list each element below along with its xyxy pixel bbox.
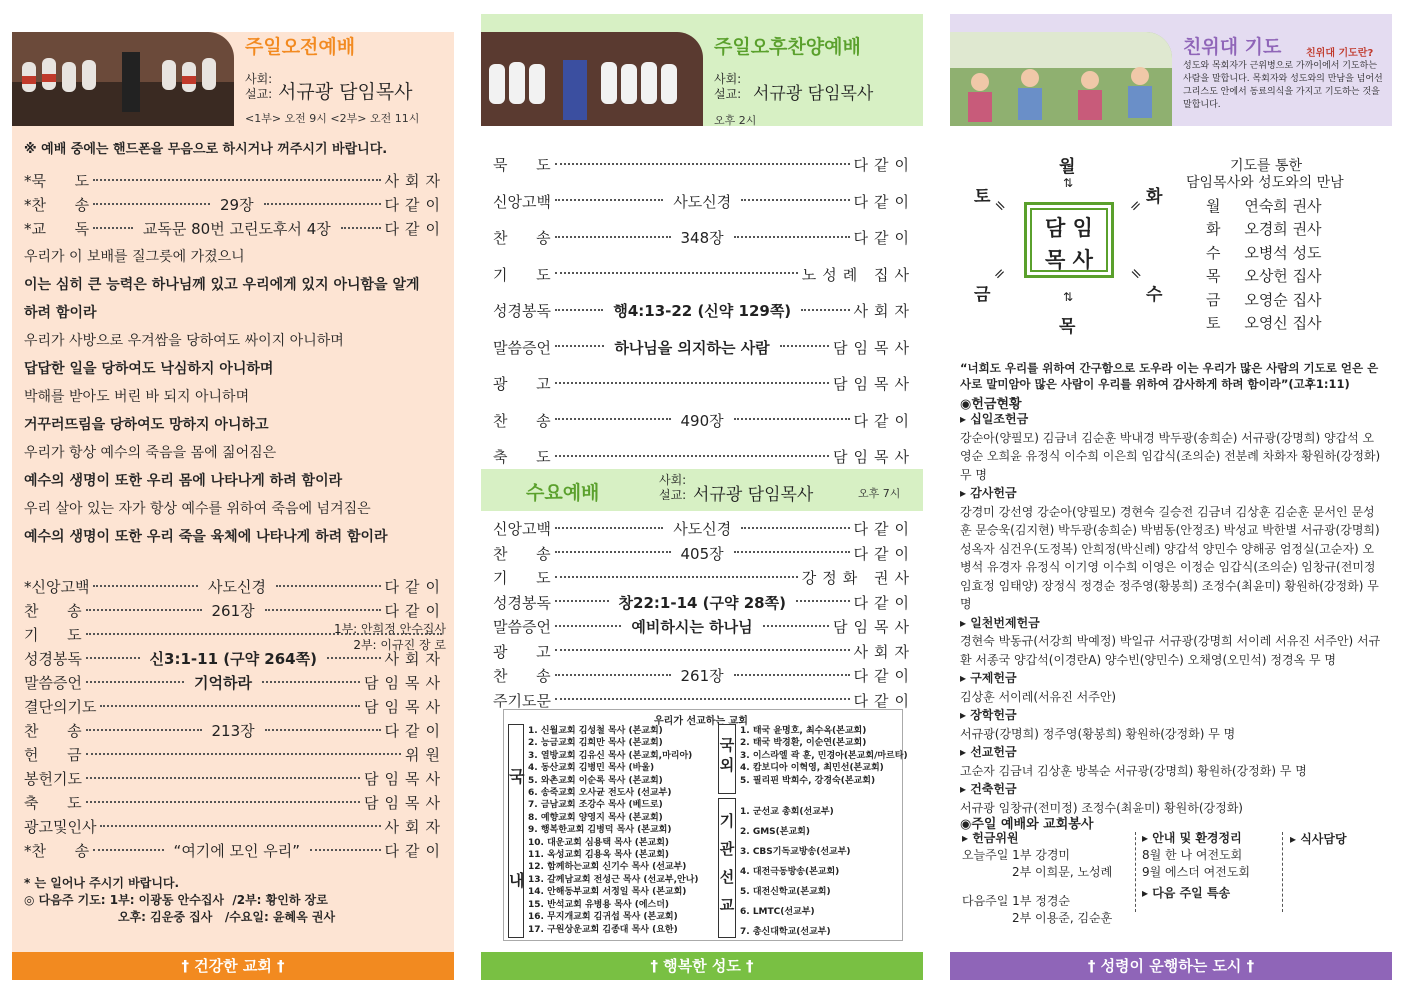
- order-label: 기 도: [493, 265, 551, 284]
- mission-item: 6. LMTC(선교부): [740, 907, 815, 917]
- order-detail: 29장: [220, 196, 254, 214]
- order-leader: 사회자: [853, 642, 915, 661]
- order-detail: 교독문 80번 고린도후서 4장: [142, 220, 331, 238]
- mission-item: 2. 태국 박경환, 이순연(본교회): [740, 738, 867, 749]
- order-detail: 기억하라: [194, 674, 252, 692]
- serve-2-c: ▸ 다음 주일 특송: [1142, 886, 1231, 900]
- offering-title: ◉헌금현황: [960, 397, 1022, 412]
- roster-row: 월 연숙희 권사: [1206, 197, 1322, 215]
- afternoon-preacher: 서규광 담임목사: [753, 84, 874, 104]
- order-label: 결단의기도: [24, 698, 97, 716]
- order-label: 찬 송: [24, 722, 82, 740]
- order-label: 찬 송: [493, 229, 551, 247]
- order-row: [24, 840, 446, 861]
- offering-names: 고순자 김금녀 김상훈 방복순 서규광(강명희) 황원하(강정화) 무 명: [960, 763, 1307, 778]
- mission-item: 17. 구원상운교회 김종대 목사 (요한): [528, 924, 678, 935]
- verse-line: 답답한 일을 당하여도 낙심하지 아니하며: [24, 361, 274, 377]
- order-label: 헌 금: [24, 746, 82, 764]
- offering-list: [960, 410, 1384, 817]
- prayer-part2: 2부: 이규진 장 로: [353, 638, 446, 652]
- order-row: [24, 218, 446, 239]
- order-leader: 다같이: [384, 578, 447, 596]
- order-row: [24, 576, 446, 597]
- order-leader: 다같이: [384, 220, 447, 238]
- serve-col2: [1142, 830, 1250, 902]
- verse-line: 예수의 생명이 또한 우리 죽을 육체에 나타나게 하려 함이라: [24, 529, 388, 545]
- prayer-diagram: 월 화 수 목 금 토 ⇅ ⇅ = = = = 담 임 목 사: [966, 142, 1176, 342]
- order-label: 기 도: [24, 626, 82, 644]
- day-mon: 월: [1059, 157, 1076, 177]
- mission-item: 5. 와촌교회 이순록 목사 (본교회): [528, 775, 663, 786]
- order-detail: 405장: [680, 544, 724, 563]
- domestic-list: [528, 725, 699, 936]
- order-leader: 담임목사: [833, 618, 915, 636]
- order-detail: 사도신경: [208, 578, 266, 596]
- order-row: [24, 672, 446, 693]
- order-row: [24, 768, 446, 789]
- sunday-header: [12, 14, 454, 126]
- order-row: [493, 264, 915, 285]
- offering-names: 서규광 임창규(전미정) 조정수(최윤미) 황원하(강정화): [960, 800, 1243, 815]
- wednesday-preacher: 서규광 담임목사: [693, 485, 814, 505]
- verse-line: 우리가 사방으로 우겨쌈을 당하여도 싸이지 아니하며: [24, 333, 344, 349]
- order-label: *신앙고백: [24, 578, 90, 596]
- roster-row: 목 오상헌 집사: [1206, 267, 1322, 286]
- mission-item: 1. 군선교 총회(선교부): [740, 807, 834, 817]
- order-leader: 다같이: [853, 691, 915, 710]
- mission-item: 4. 동산교회 김병민 목사 (바울): [528, 763, 655, 774]
- order-leader: 담임목사: [833, 375, 915, 393]
- verse-line: 이는 심히 큰 능력은 하나님께 있고 우리에게 있지 아니함을 알게: [24, 277, 420, 293]
- order-row: [493, 154, 915, 175]
- order-label: 찬 송: [493, 667, 551, 685]
- mission-item: 7. 금남교회 조강수 목사 (베드로): [528, 800, 663, 811]
- sunday-roles: 사회: 설교:: [245, 72, 273, 101]
- order-leader: 다같이: [853, 411, 916, 430]
- order-row: [24, 624, 446, 645]
- order-label: *묵 도: [24, 172, 90, 190]
- order-label: 성경봉독: [493, 302, 551, 320]
- offering-head: ▸ 십일조헌금: [960, 412, 1029, 426]
- order-row: [24, 744, 446, 765]
- order-leader: 사회자: [384, 172, 446, 190]
- overseas-list: [740, 725, 908, 787]
- order-label: 묵 도: [493, 156, 551, 174]
- order-label: *교 독: [24, 220, 90, 238]
- order-label: 말씀증언: [24, 674, 82, 692]
- serve-1-head: ▸ 헌금위원: [962, 831, 1019, 845]
- next-prayer-1: ◎ 다음주 기도: 1부: 이광동 안수집사 /2부: 황인하 장로: [24, 893, 328, 907]
- mission-item: 1. 태국 윤명호, 최수옥(본교회): [740, 726, 867, 736]
- prayer-part1: 1부: 안희정 안수집사: [333, 622, 446, 636]
- sunday-preacher: 서규광 담임목사: [278, 81, 413, 103]
- mission-item: 8. 예향교회 양영지 목사 (본교회): [528, 812, 663, 823]
- order-label: 말씀증언: [493, 338, 551, 357]
- scripture-quote: “너희도 우리를 위하여 간구함으로 도우라 이는 우리가 많은 사람의 기도로 얻은 은사로 말미암아 많은 사람이 우리를 위하여 감사하게 하려 함이라”(고후1:11): [960, 361, 1379, 391]
- order-row: [24, 194, 446, 215]
- mission-item: 1. 신월교회 김성철 목사 (본교회): [528, 726, 663, 736]
- standing-note: * 는 일어나 주시기 바랍니다.: [24, 876, 180, 890]
- offering-head: ▸ 일천번제헌금: [960, 615, 1040, 630]
- order-leader: 담임목사: [364, 674, 446, 692]
- mission-item: 16. 무지개교회 김귀섭 목사 (본교회): [528, 912, 678, 923]
- order-row: [493, 300, 915, 321]
- afternoon-footer: † 행복한 성도 †: [481, 952, 923, 980]
- order-detail: 348장: [680, 229, 724, 247]
- order-label: 찬 송: [24, 602, 82, 620]
- mission-item: 6. 송죽교회 오사균 전도사 (선교부): [528, 788, 672, 799]
- order-label: 말씀증언: [493, 618, 551, 636]
- roster-row: 금 오영순 집사: [1206, 290, 1322, 309]
- order-detail: 261장: [211, 602, 255, 620]
- order-detail: 하나님을 의지하는 사람: [614, 338, 770, 357]
- org-label: 기 관 선 교: [718, 798, 736, 938]
- order-leader: 다같이: [853, 667, 916, 685]
- order-leader: 다같이: [384, 602, 447, 620]
- order-leader: 다같이: [384, 722, 447, 740]
- afternoon-panel: [481, 14, 923, 980]
- order-label: 광 고: [493, 642, 551, 661]
- offering-head: ▸ 장학헌금: [960, 708, 1017, 722]
- order-label: *찬 송: [24, 196, 90, 214]
- mission-item: 5. 대전신학교(본교회): [740, 887, 831, 897]
- order-label: 찬 송: [493, 411, 551, 430]
- order-detail: 행4:13-22 (신약 129쪽): [613, 302, 792, 320]
- mission-item: 14. 안해동부교회 서정일 목사 (본교회): [528, 887, 687, 898]
- order-leader: 담임목사: [364, 794, 446, 812]
- offering-head: ▸ 선교헌금: [960, 745, 1017, 759]
- sunday-times: <1부> 오전 9시 <2부> 오전 11시: [245, 112, 420, 125]
- order-label: *찬 송: [24, 842, 90, 860]
- mission-item: 11. 옥성교회 김용옥 목사 (본교회): [528, 850, 670, 861]
- prayer-panel: [950, 14, 1392, 980]
- order-detail: 사도신경: [673, 192, 732, 211]
- order-row: [493, 446, 915, 467]
- mission-title: 우리가 선교하는 교회: [654, 716, 748, 727]
- order-row: [24, 600, 446, 621]
- mission-item: 13. 갈께남교회 전성근 목사 (선교부,안나): [528, 874, 699, 885]
- serve-1-b: 2부 이희문, 노성례: [1012, 865, 1113, 879]
- afternoon-roles: 사회: 설교:: [714, 72, 742, 101]
- mission-item: 4. 캄보디아 이혁영, 최민선(본교회): [740, 763, 884, 774]
- afternoon-title: 주일오후찬양예배: [714, 36, 861, 58]
- sunday-title: 주일오전예배: [245, 36, 356, 58]
- offering-names: 김상훈 서이레(서유진 서주안): [960, 689, 1117, 704]
- mission-item: 2. GMS(본교회): [740, 827, 810, 837]
- order-row: [493, 410, 915, 431]
- order-row: [24, 816, 446, 837]
- order-label: 축 도: [24, 794, 82, 812]
- order-label: 광고및인사: [24, 818, 97, 836]
- domestic-label: 국 내: [508, 724, 524, 938]
- verse-line: 우리 살아 있는 자가 항상 예수를 위하여 죽음에 넘겨짐은: [24, 501, 371, 517]
- prayer-question: 친위대 기도란?: [1306, 48, 1374, 59]
- meet-line1: 기도를 통한: [1230, 158, 1303, 174]
- order-leader: 다같이: [853, 520, 916, 538]
- offering-names: 서규광(강명희) 정주영(황봉희) 황원하(강정화) 무 명: [960, 726, 1236, 741]
- choir-photo-2: [481, 32, 703, 126]
- choir-photo: [12, 32, 234, 126]
- order-label: 봉헌기도: [24, 770, 82, 788]
- roster-row: 수 오병석 성도: [1206, 243, 1322, 262]
- order-row: [24, 720, 446, 741]
- order-label: 성경봉독: [24, 650, 82, 668]
- serve-2-a: 8월 한 나 여전도회: [1142, 848, 1243, 862]
- meet-line2: 담임목사와 성도와의 만남: [1186, 175, 1344, 191]
- mission-item: 3. 이스라엘 곽 훈, 민경아(본교회/마르타): [740, 750, 908, 761]
- offering-head: ▸ 건축헌금: [960, 782, 1017, 796]
- order-leader: 다같이: [853, 544, 916, 563]
- order-row: [493, 373, 915, 394]
- order-row: [24, 696, 446, 717]
- order-leader: 사회자: [853, 302, 916, 320]
- mission-box: [503, 709, 908, 941]
- offering-names: 강경미 강선영 강순아(양필모) 경현숙 길승전 김금녀 김상훈 김순훈 문서인 문성훈 문승욱(김지현) 박두광(송희순) 박범동(안정조) 박성교 박한별 서규광(강명희) 성옥자 심건우(도정복) 안희정(박신례) 양갑석 양민수 양해공 엄정실(고순자) 오병석 유경자 유정식 이기영 이수희 이영은 이정순 임갑식(조의순) 임창규(전미정 임효정 임태양) 장정식 정경순 정주영(황봉희) 조정수(최윤미) 황원하(강정화) 무 명: [960, 504, 1380, 611]
- verse-line: 예수의 생명이 또한 우리 몸에 나타나게 하려 함이라: [24, 473, 343, 489]
- order-leader: 다같이: [853, 593, 916, 612]
- verse-line: 거꾸러뜨림을 당하여도 망하지 아니하고: [24, 417, 269, 433]
- order-detail: “여기에 모인 우리”: [173, 842, 301, 860]
- org-list: [740, 802, 851, 942]
- order-row: [493, 567, 915, 588]
- order-detail: 창22:1-14 (구약 28쪽): [618, 593, 786, 612]
- day-wed: 수: [1146, 285, 1163, 305]
- offering-names: 경현숙 박동규(서강희 박예정) 박일규 서규광(강명희 서이레 서유진 서주안) 서규환 서종국 양갑석(이경란A) 양수빈(양민수) 오채영(오민석) 정경옥 무 명: [960, 634, 1381, 667]
- verse-line: 하려 함이라: [24, 305, 97, 321]
- order-detail: 사도신경: [673, 520, 732, 538]
- day-sat: 토: [974, 187, 991, 207]
- order-leader: 다같이: [853, 192, 916, 211]
- order-row: [493, 543, 915, 564]
- order-row: [493, 518, 915, 539]
- order-row: [493, 690, 915, 711]
- order-leader: 담임목사: [833, 338, 916, 357]
- prayer-photo: [950, 32, 1172, 126]
- next-prayer-2: 오후: 김운중 집사 /수요일: 윤혜옥 권사: [118, 910, 336, 924]
- order-row: [24, 792, 446, 813]
- roster-row: 토 오영신 집사: [1206, 314, 1322, 332]
- verse-line: 박해를 받아도 버린 바 되지 아니하며: [24, 389, 250, 405]
- mission-item: 10. 대운교회 심용택 목사 (본교회): [528, 837, 670, 848]
- serve-1-c: 다음주일 1부 정경순: [962, 894, 1071, 908]
- order-label: 광 고: [493, 375, 551, 393]
- order-leader: 다같이: [384, 842, 446, 860]
- mission-item: 4. 대전극동방송(본교회): [740, 867, 840, 877]
- day-tue: 화: [1146, 187, 1163, 207]
- order-row: [493, 191, 915, 212]
- serve-title: ◉주일 예배와 교회봉사: [960, 817, 1094, 832]
- pastor-box: 담 임 목 사: [1024, 202, 1114, 278]
- order-leader: 사회자: [384, 818, 446, 836]
- order-leader: 다같이: [853, 156, 915, 174]
- verse-line: 우리가 이 보배를 질그릇에 가졌으니: [24, 249, 245, 265]
- sunday-morning-panel: [12, 14, 454, 980]
- order-leader: 담임목사: [833, 448, 915, 466]
- order-leader: 담임목사: [364, 698, 446, 716]
- roster-row: 화 오경희 권사: [1206, 220, 1322, 239]
- mission-item: 5. 필리핀 박희수, 강경숙(본교회): [740, 775, 876, 786]
- order-row: [493, 616, 915, 637]
- wednesday-title: 수요예배: [526, 482, 600, 504]
- order-leader: 담임목사: [364, 770, 446, 788]
- mission-item: 2. 능금교회 김희만 목사 (본교회): [528, 738, 663, 749]
- serve-2-head: ▸ 안내 및 환경정리: [1142, 831, 1242, 845]
- order-row: [24, 648, 446, 669]
- order-row: [493, 641, 915, 662]
- mission-item: 9. 행복한교회 김병덕 목사 (본교회): [528, 825, 672, 836]
- order-label: 신앙고백: [493, 520, 551, 538]
- order-row: [493, 227, 915, 248]
- order-row: [493, 592, 915, 613]
- order-leader: 다같이: [853, 229, 916, 247]
- phone-notice: ※ 예배 중에는 핸드폰을 무음으로 하시거나 꺼주시기 바랍니다.: [24, 142, 388, 157]
- order-detail: 490장: [680, 411, 724, 430]
- serve-1-a: 오늘주일 1부 강경미: [962, 848, 1071, 862]
- prayer-desc: 성도와 목회자가 근위병으로 가까이에서 기도하는 사람을 말합니다. 목회자와 성도와의 만남을 넘어선 그리스도 안에서 동료의식을 가지고 기도하는 것을 말합니다.: [1183, 61, 1383, 110]
- prayer-header: [950, 14, 1392, 126]
- wednesday-time: 오후 7시: [858, 487, 901, 500]
- prayer-footer: † 성령이 운행하는 도시 †: [950, 952, 1392, 980]
- day-thu: 목: [1059, 317, 1076, 337]
- serve-1-d: 2부 이용준, 김순훈: [1012, 911, 1113, 925]
- mission-item: 7. 총신대학교(선교부): [740, 927, 831, 937]
- order-detail: 예비하시는 하나님: [631, 618, 753, 636]
- order-label: 찬 송: [493, 544, 551, 563]
- verse-line: 우리가 항상 예수의 죽음을 몸에 짊어짐은: [24, 445, 277, 461]
- serve-col1: [962, 830, 1112, 927]
- day-fri: 금: [974, 285, 991, 305]
- mission-item: 15. 반석교회 유병용 목사 (에스더): [528, 899, 670, 910]
- afternoon-time: 오후 2시: [714, 114, 757, 127]
- offering-head: ▸ 감사헌금: [960, 486, 1017, 500]
- offering-names: 강순아(양필모) 김금녀 김순훈 박내경 박두광(송희순) 서규광(강명희) 양갑석 오영순 오희윤 유정식 이수희 이은희 임갑식(조의순) 전분례 차화자 황원하(강정화) 무 명: [960, 430, 1381, 482]
- order-row: [24, 170, 446, 191]
- wednesday-roles: 사회: 설교:: [659, 473, 687, 502]
- order-leader: 다같이: [384, 196, 446, 214]
- order-label: 주기도문: [493, 691, 551, 710]
- prayer-title: 친위대 기도: [1183, 36, 1282, 58]
- order-label: 기 도: [493, 569, 551, 587]
- sunday-footer: † 건강한 교회 †: [12, 952, 454, 980]
- order-leader: 위원: [405, 746, 446, 764]
- order-leader: 노성례 집사: [801, 265, 915, 284]
- order-detail: 신3:1-11 (구약 264쪽): [149, 650, 317, 668]
- afternoon-header: [481, 14, 923, 126]
- overseas-label: 국 외: [718, 724, 736, 794]
- order-leader: 강정화 권사: [801, 569, 915, 587]
- serve-2-b: 9월 에스더 여전도회: [1142, 865, 1251, 879]
- mission-item: 3. CBS기독교방송(선교부): [740, 847, 851, 857]
- offering-head: ▸ 구제헌금: [960, 671, 1017, 685]
- mission-item: 12. 함께하는교회 신기수 목사 (선교부): [528, 862, 687, 873]
- serve-3-head: ▸ 식사담당: [1290, 832, 1347, 846]
- order-detail: 213장: [211, 722, 255, 740]
- order-label: 신앙고백: [493, 192, 551, 211]
- order-label: 축 도: [493, 448, 551, 466]
- order-row: [493, 665, 915, 686]
- mission-item: 3. 열방교회 김유신 목사 (본교회,마리아): [528, 750, 693, 761]
- order-row: [493, 337, 915, 358]
- order-detail: 261장: [680, 667, 724, 685]
- order-label: 성경봉독: [493, 593, 551, 612]
- order-leader: 사회자: [384, 650, 447, 668]
